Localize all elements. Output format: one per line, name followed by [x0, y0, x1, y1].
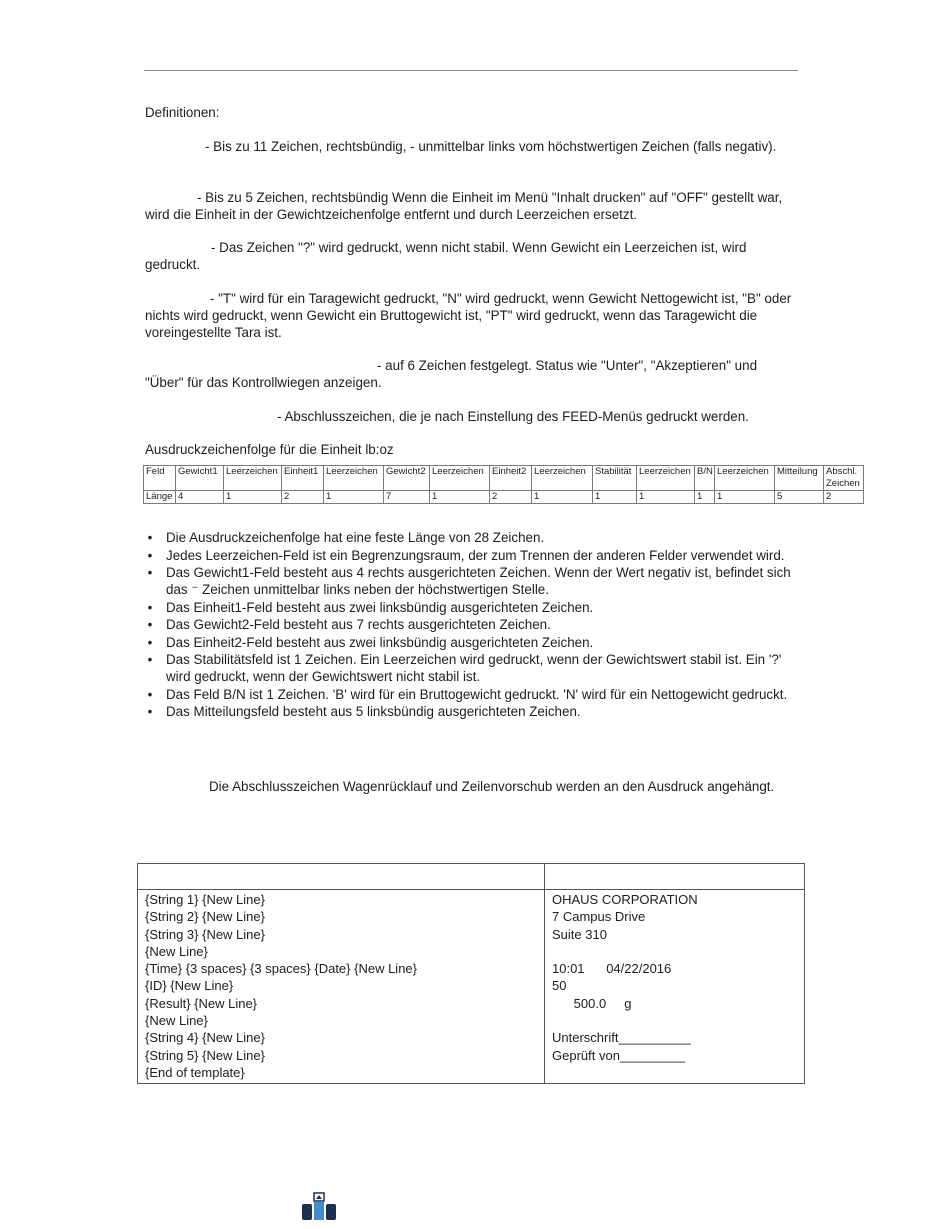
output-line [552, 943, 797, 960]
definition-status: - auf 6 Zeichen festgelegt. Status wie "Unter", "Akzeptieren" und "Über" für das Kontrollwiegen anzeigen. [145, 358, 758, 390]
field-cell: Gewicht1 [176, 466, 224, 491]
list-item: • Das Mitteilungsfeld besteht aus 5 linksbündig ausgerichteten Zeichen. [145, 703, 805, 720]
length-row [144, 491, 864, 504]
output-line [552, 1064, 797, 1081]
sequence-title: Ausdruckzeichenfolge für die Einheit lb:oz [145, 442, 394, 457]
bullet-icon: • [147, 686, 153, 702]
length-cell: 1 [224, 491, 282, 504]
length-cell: 4 [176, 491, 224, 504]
definition-unit: - Bis zu 5 Zeichen, rechtsbündig Wenn die Einheit im Menü "Inhalt drucken" auf "OFF" gestellt war, wird die Einheit in der Gewichtzeichenfolge entfernt und durch Leerzeichen ersetzt. [145, 190, 783, 222]
field-cell: Abschl. Zeichen [824, 466, 864, 491]
list-item: • Die Ausdruckzeichenfolge hat eine feste Länge von 28 Zeichen. [145, 529, 805, 546]
output-line [552, 1012, 797, 1029]
template-line: {New Line} [145, 943, 208, 959]
format-notes-list [145, 529, 805, 721]
template-cell [138, 890, 545, 1084]
template-line: {End of template} [145, 1064, 245, 1080]
bullet-icon: • [147, 617, 153, 632]
field-cell: Einheit1 [282, 466, 324, 491]
termination-note: Die Abschlusszeichen Wagenrücklauf und Zeilenvorschub werden an den Ausdruck angehängt. [209, 779, 775, 794]
field-cell: Feld [144, 466, 176, 491]
field-cell: Leerzeichen [224, 466, 282, 491]
length-cell: 1 [430, 491, 490, 504]
print-template-table [137, 863, 805, 1084]
print-format-table [143, 465, 864, 504]
field-cell: Leerzeichen [715, 466, 775, 491]
output-cell [545, 890, 805, 1084]
template-line: {Time} {3 spaces} {3 spaces} {Date} {New Line} [145, 961, 417, 977]
output-line: Unterschrift__________ [552, 1030, 691, 1046]
output-line: Geprüft von_________ [552, 1047, 685, 1063]
field-row [144, 466, 864, 491]
field-cell: Gewicht2 [384, 466, 430, 491]
length-cell: 2 [282, 491, 324, 504]
bullet-icon: • [147, 634, 153, 650]
output-line: 50 [552, 978, 567, 994]
length-cell: Länge [144, 491, 176, 504]
field-cell: Leerzeichen [430, 466, 490, 491]
template-line: {ID} {New Line} [145, 978, 234, 994]
output-header-cell [545, 864, 805, 890]
template-line: {String 3} {New Line} [145, 926, 265, 942]
bullet-icon: • [147, 530, 153, 545]
length-cell: 5 [775, 491, 824, 504]
output-line: Suite 310 [552, 926, 607, 942]
template-line: {String 2} {New Line} [145, 909, 265, 925]
length-cell: 2 [824, 491, 864, 504]
bullet-icon: • [147, 547, 153, 563]
output-line: 500.0 g [552, 995, 632, 1011]
ohaus-logo-icon [302, 1192, 336, 1222]
list-item: • Das Gewicht1-Feld besteht aus 4 rechts ausgerichteten Zeichen. Wenn der Wert negativ ist, befindet sich das ⁻ Zeichen unmittelbar links neben der höchstwertigen Stelle. [145, 564, 805, 598]
definition-gn: - "T" wird für ein Taragewicht gedruckt, "N" wird gedruckt, wenn Gewicht Nettogewicht ist, "B" oder nichts wird gedruckt, wenn Gewicht ein Bruttogewicht ist, "PT" wird gedruckt, wenn das Taragewicht die voreingestellte Tara ist. [145, 291, 792, 340]
header-rule [144, 70, 798, 71]
template-body-row [138, 890, 805, 1084]
output-line: 7 Campus Drive [552, 909, 646, 925]
field-cell: Einheit2 [490, 466, 532, 491]
bullet-icon: • [147, 565, 153, 580]
bullet-icon: • [147, 652, 153, 667]
template-line: {String 5} {New Line} [145, 1047, 265, 1063]
bullet-icon: • [147, 704, 153, 719]
template-line: {String 1} {New Line} [145, 892, 265, 907]
field-cell: Leerzeichen [324, 466, 384, 491]
list-item: • Das Feld B/N ist 1 Zeichen. 'B' wird für ein Bruttogewicht gedruckt. 'N' wird für ein Nettogewicht gedruckt. [145, 686, 805, 703]
definition-termination: - Abschlusszeichen, die je nach Einstellung des FEED-Menüs gedruckt werden. [277, 409, 749, 424]
field-cell: Stabilität [593, 466, 637, 491]
field-cell: Mitteilung [775, 466, 824, 491]
list-item: • Jedes Leerzeichen-Feld ist ein Begrenzungsraum, der zum Trennen der anderen Felder verwendet wird. [145, 547, 805, 564]
output-line: OHAUS CORPORATION [552, 892, 698, 907]
length-cell: 1 [532, 491, 593, 504]
template-header-row [138, 864, 805, 890]
list-item: • Das Einheit1-Feld besteht aus zwei linksbündig ausgerichteten Zeichen. [145, 599, 805, 616]
length-cell: 2 [490, 491, 532, 504]
field-cell: Leerzeichen [637, 466, 695, 491]
definitions-title: Definitionen: [145, 105, 220, 120]
list-item: • Das Stabilitätsfeld ist 1 Zeichen. Ein Leerzeichen wird gedruckt, wenn der Gewichtswert stabil ist. Ein '?' wird gedruckt, wenn der Gewichtswert nicht stabil ist. [145, 651, 805, 685]
length-cell: 7 [384, 491, 430, 504]
length-cell: 1 [695, 491, 715, 504]
list-item: • Das Einheit2-Feld besteht aus zwei linksbündig ausgerichteten Zeichen. [145, 634, 805, 651]
length-cell: 1 [637, 491, 695, 504]
template-header-cell [138, 864, 545, 890]
bullet-icon: • [147, 599, 153, 615]
definition-weight: - Bis zu 11 Zeichen, rechtsbündig, - unmittelbar links vom höchstwertigen Zeichen (falls negativ). [205, 139, 777, 154]
template-line: {New Line} [145, 1013, 208, 1029]
field-cell: Leerzeichen [532, 466, 593, 491]
template-line: {String 4} {New Line} [145, 1030, 265, 1046]
length-cell: 1 [324, 491, 384, 504]
length-cell: 1 [715, 491, 775, 504]
length-cell: 1 [593, 491, 637, 504]
definition-stability: - Das Zeichen "?" wird gedruckt, wenn nicht stabil. Wenn Gewicht ein Leerzeichen ist, wird gedruckt. [145, 240, 747, 272]
field-cell: B/N [695, 466, 715, 491]
output-line: 10:01 04/22/2016 [552, 961, 672, 977]
template-line: {Result} {New Line} [145, 995, 258, 1011]
list-item: • Das Gewicht2-Feld besteht aus 7 rechts ausgerichteten Zeichen. [145, 616, 805, 633]
